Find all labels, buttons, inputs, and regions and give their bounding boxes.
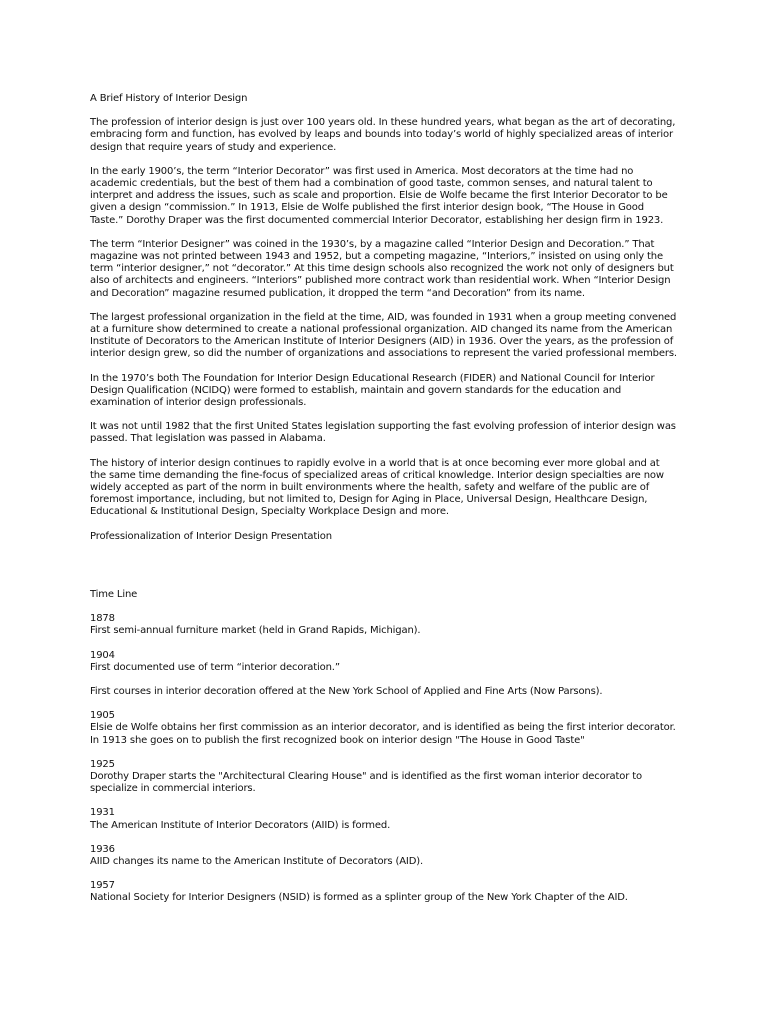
timeline-entry [90,686,678,698]
timeline-year: 1957 [90,880,115,892]
document-title: A Brief History of Interior Design [90,93,248,104]
timeline-description: First courses in interior decoration offered at the New York School of Applied and Fine Arts (Now Parsons). [90,685,603,697]
timeline-year: 1878 [90,613,115,625]
timeline-description: Dorothy Draper starts the "Architectural Clearing House" and is identified as the first woman interior decorator to specialize in commercial interiors. [90,770,642,795]
timeline-year: 1925 [90,758,115,770]
spacer [90,555,678,589]
timeline-entry [90,613,678,637]
paragraph-1970s: In the 1970’s both The Foundation for Interior Design Educational Research (FIDER) and National Council for Interior Design Qualification (NCIDQ) were formed to establish, maintain and govern standards for the education and examination of interior design professionals. [90,372,655,409]
paragraph-history-evolving: The history of interior design continues to rapidly evolve in a world that is at once becoming ever more global and at the same time demanding the fine-focus of specialized areas of critical knowledge. Interior design specialties are now widely accepted as part of the norm in built environments where the health, safety and welfare of the public are of foremost importance, including, but not limited to, Design for Aging in Place, Universal Design, Healthcare Design, Educational & Institutional Design, Specialty Workplace Design and more. [90,457,664,518]
presentation-heading: Professionalization of Interior Design Presentation [90,530,332,542]
timeline-entry [90,807,678,831]
timeline-year: 1905 [90,710,115,722]
timeline-description: Elsie de Wolfe obtains her first commission as an interior decorator, and is identified as being the first interior decorator. In 1913 she goes on to publish the first recognized book on interior design "The House in Good Taste" [90,722,676,746]
document-page [90,93,678,917]
timeline [90,613,678,904]
timeline-description: The American Institute of Interior Decorators (AIID) is formed. [90,819,391,831]
paragraph-early-1900s: In the early 1900’s, the term “Interior Decorator” was first used in America. Most decorators at the time had no academic credentials, but the best of them had a combination of good taste, common senses, and natural talent to interpret and address the issues, such as scale and proportion. Elsie de Wolfe became the first Interior Decorator to be given a design “commission.” In 1913, Elsie de Wolfe published the first interior design book, “The House in Good Taste.” Dorothy Draper was the first documented commercial Interior Decorator, establishing her design firm in 1923. [90,165,668,226]
timeline-year: 1936 [90,843,115,855]
timeline-description: AIID changes its name to the American Institute of Decorators (AID). [90,855,424,867]
timeline-year: 1931 [90,807,115,819]
timeline-description: National Society for Interior Designers (NSID) is formed as a splinter group of the New York Chapter of the AID. [90,892,628,904]
timeline-description: First semi-annual furniture market (held in Grand Rapids, Michigan). [90,625,421,637]
timeline-entry [90,650,678,674]
paragraph-aid-founding: The largest professional organization in the field at the time, AID, was founded in 1931 when a group meeting convened at a furniture show determined to create a national professional organization. AID changed its name from the American Institute of Decorators to the American Institute of Interior Designers (AID) in 1936. Over the years, as the profession of interior design grew, so did the number of organizations and associations to represent the varied professional members. [90,311,677,360]
timeline-heading: Time Line [90,588,138,600]
paragraph-1982-legislation: It was not until 1982 that the first United States legislation supporting the fast evolving profession of interior design was passed. That legislation was passed in Alabama. [90,421,676,445]
paragraph-interior-designer-term: The term “Interior Designer” was coined in the 1930’s, by a magazine called “Interior Design and Decoration.” That magazine was not printed between 1943 and 1952, but a competing magazine, “Interiors,” insisted on using only the term “interior designer,” not “decorator.” At this time design schools also recognized the work not only of designers but also of architects and engineers. “Interiors” published more contract work than residential work. When “Interior Design and Decoration” magazine resumed publication, it dropped the term “and Decoration” from its name. [90,238,674,299]
timeline-entry [90,759,678,796]
paragraph-intro: The profession of interior design is just over 100 years old. In these hundred years, what began as the art of decorating, embracing form and function, has evolved by leaps and bounds into today’s world of highly specialized areas of interior design that require years of study and experience. [90,117,676,153]
timeline-entry [90,880,678,904]
timeline-entry [90,710,678,747]
timeline-entry [90,844,678,868]
timeline-description: First documented use of term “interior decoration.” [90,661,340,673]
timeline-year: 1904 [90,649,115,661]
